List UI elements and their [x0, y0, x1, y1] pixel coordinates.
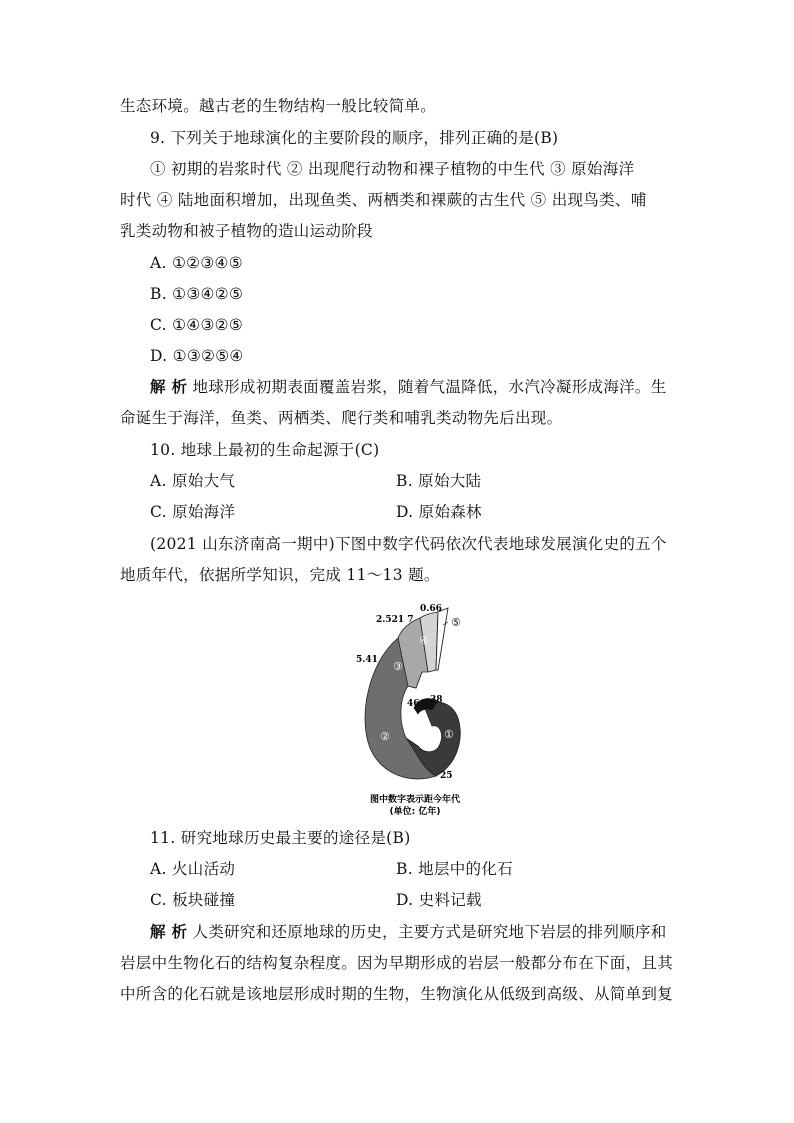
stage-label-4: ④ — [419, 634, 429, 647]
stage-label-5: ⑤ — [451, 616, 461, 629]
stage-label-3: ③ — [393, 660, 403, 673]
age-label-46: 46 — [407, 699, 420, 709]
stage-label-2: ② — [380, 730, 390, 743]
question-11-option-c — [150, 890, 235, 910]
option-letter: C. — [150, 316, 167, 334]
question-11-stem: 11. 研究地球历史最主要的途径是(B) — [150, 829, 411, 847]
option-letter: A. — [150, 254, 167, 272]
question-11-option-b — [396, 859, 513, 879]
age-label-25: 25 — [440, 771, 453, 781]
question-9-analysis-line-1 — [150, 377, 667, 397]
question-9-option-b — [150, 284, 243, 304]
question-11-option-a — [150, 859, 235, 879]
option-text: 原始海洋 — [172, 503, 236, 521]
option-letter: D. — [396, 891, 414, 909]
age-label-5-41: 5.41 — [356, 655, 378, 665]
analysis-label: 解 析 — [150, 377, 188, 396]
question-9-option-d — [150, 346, 244, 366]
option-text: 原始大气 — [171, 472, 236, 490]
option-text: ①③②⑤④ — [172, 347, 244, 365]
option-letter: B. — [150, 285, 167, 303]
question-9-items-line-1: ① 初期的岩浆时代 ② 出现爬行动物和裸子植物的中生代 ③ 原始海洋 — [150, 160, 635, 178]
option-letter: C. — [150, 503, 167, 521]
question-9-stem: 9. 下列关于地球演化的主要阶段的顺序，排列正确的是(B) — [150, 129, 559, 147]
option-text: 火山活动 — [171, 860, 236, 878]
question-10-option-b — [396, 471, 481, 491]
analysis-label: 解 析 — [150, 922, 188, 941]
option-text: ①④③②⑤ — [172, 316, 244, 334]
geologic-era-spiral-figure — [340, 598, 490, 823]
stage-5-band — [436, 608, 448, 670]
question-11-analysis-line-1 — [150, 922, 667, 942]
passage-line-2: 地质年代，依据所学知识，完成 11～13 题。 — [120, 566, 440, 584]
question-10-stem: 10. 地球上最初的生命起源于(C) — [150, 441, 380, 459]
option-letter: B. — [396, 472, 413, 490]
question-9-items-line-2: 时代 ④ 陆地面积增加，出现鱼类、两栖类和裸蕨的古生代 ⑤ 出现鸟类、哺 — [120, 191, 647, 209]
passage-line-1: (2021 山东济南高一期中)下图中数字代码依次代表地球发展演化史的五个 — [150, 535, 667, 553]
question-9-items-line-3: 乳类动物和被子植物的造山运动阶段 — [120, 222, 373, 240]
option-letter: C. — [150, 891, 167, 909]
age-label-2-5217: 2.521 7 — [376, 615, 414, 625]
option-text: ①②③④⑤ — [171, 254, 243, 272]
question-9-option-a — [150, 253, 243, 273]
analysis-text: 地球形成初期表面覆盖岩浆，随着气温降低，水汽冷凝形成海洋。生 — [192, 378, 667, 396]
question-9-analysis-line-2: 命诞生于海洋，鱼类、两栖类、爬行类和哺乳类动物先后出现。 — [120, 409, 563, 427]
question-11-option-d — [396, 890, 482, 910]
option-letter: A. — [150, 860, 167, 878]
figure-caption-line-1: 图中数字表示距今年代 — [369, 795, 461, 805]
paragraph-continuation: 生态环境。越古老的生物结构一般比较简单。 — [120, 97, 437, 115]
option-letter: A. — [150, 472, 167, 490]
age-label-38: 38 — [430, 695, 443, 705]
figure-caption-line-2: (单位: 亿年) — [389, 807, 441, 817]
option-text: 地层中的化石 — [418, 860, 513, 878]
option-text: 原始森林 — [418, 503, 482, 521]
option-letter: D. — [150, 347, 168, 365]
question-10-option-c — [150, 502, 235, 522]
stage-label-1: ① — [444, 728, 454, 741]
question-11-analysis-line-3: 中所含的化石就是该地层形成时期的生物，生物演化从低级到高级、从简单到复 — [120, 985, 674, 1003]
age-label-0-66: 0.66 — [420, 604, 442, 614]
option-text: 板块碰撞 — [172, 891, 236, 909]
analysis-text: 人类研究和还原地球的历史，主要方式是研究地下岩层的排列顺序和 — [192, 923, 667, 941]
option-text: 原始大陆 — [418, 472, 482, 490]
question-11-analysis-line-2: 岩层中生物化石的结构复杂程度。因为早期形成的岩层一般都分布在下面，且其 — [120, 954, 674, 972]
question-10-option-a — [150, 471, 235, 491]
option-text: 史料记载 — [418, 891, 482, 909]
question-10-option-d — [396, 502, 482, 522]
option-letter: D. — [396, 503, 414, 521]
option-letter: B. — [396, 860, 413, 878]
option-text: ①③④②⑤ — [172, 285, 244, 303]
question-9-option-c — [150, 315, 243, 335]
